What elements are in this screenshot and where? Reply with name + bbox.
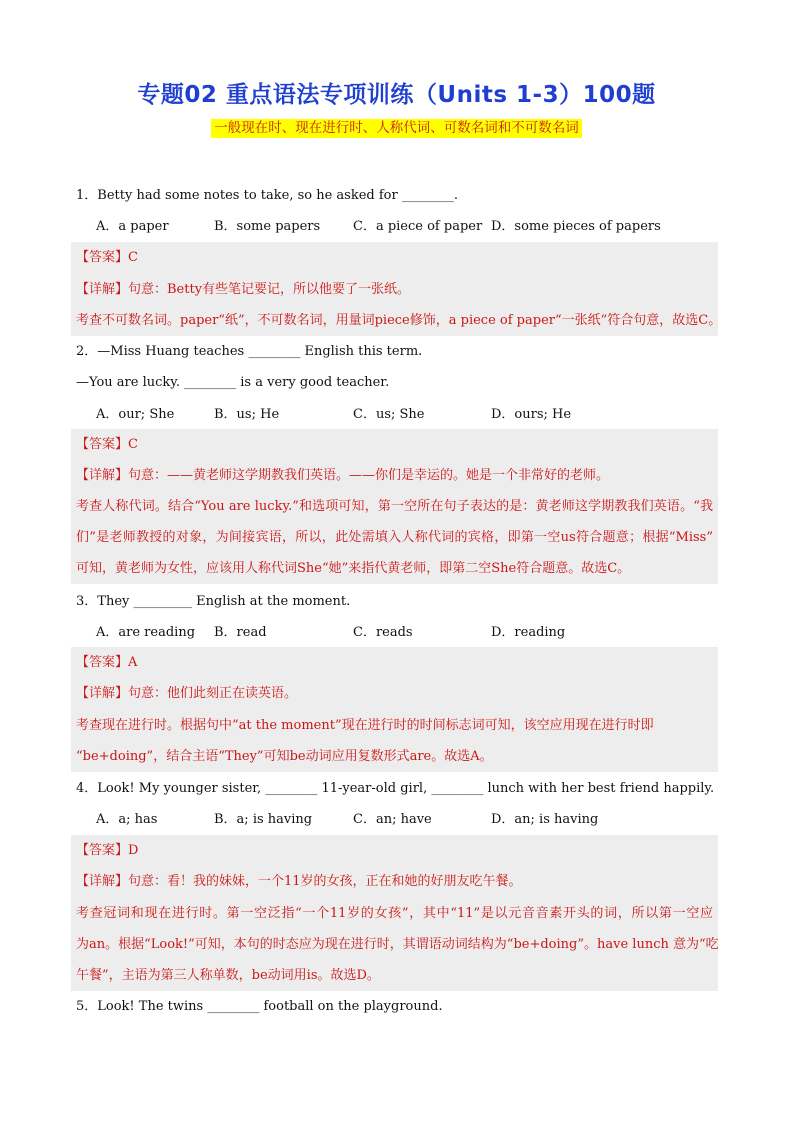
option-d: D．reading (491, 625, 566, 640)
option-a: A．our; She (96, 407, 175, 422)
subtitle-wrap (0, 117, 793, 138)
detail-text: 【详解】句意：他们此刻正在读英语。 (76, 686, 298, 701)
option-b: B．a; is having (214, 812, 313, 827)
analysis-line: 考查现在进行时。根据句中“at the moment”现在进行时的时间标志词可知，该空应用现在进行时即 (76, 718, 654, 733)
analysis-line: 考查不可数名词。paper“纸”，不可数名词，用量词piece修饰，a piece of paper“一张纸”符合句意，故选C。 (76, 313, 722, 328)
option-b: B．us; He (214, 407, 280, 422)
question-2-stem: 2．—Miss Huang teaches ________ English this term. (76, 344, 423, 359)
option-c: C．reads (353, 625, 413, 640)
option-c: C．a piece of paper (353, 219, 483, 234)
analysis-line: 午餐”，主语为第三人称单数，be动词用is。故选D。 (76, 968, 380, 983)
option-c: C．an; have (353, 812, 432, 827)
detail-text: 【详解】句意：——黄老师这学期教我们英语。——你们是幸运的。她是一个非常好的老师。 (76, 468, 610, 483)
question-4-stem: 4．Look! My younger sister, ________ 11-year-old girl, ________ lunch with her best friend happily. (76, 781, 715, 796)
option-d: D．an; is having (491, 812, 599, 827)
question-2-stem-line2: —You are lucky. ________ is a very good teacher. (76, 375, 390, 390)
option-b: B．some papers (214, 219, 321, 234)
detail-text: 【详解】句意：Betty有些笔记要记，所以他要了一张纸。 (76, 282, 411, 297)
option-c: C．us; She (353, 407, 425, 422)
question-3-stem: 3．They _________ English at the moment. (76, 594, 351, 609)
answer-label: 【答案】A (76, 655, 138, 670)
option-d: D．ours; He (491, 407, 572, 422)
question-2-answer-box (71, 429, 718, 584)
analysis-line: 们”是老师教授的对象，为间接宾语，所以，此处需填入人称代词的宾格，即第一空us符合题意；根据“Miss” (76, 530, 713, 545)
answer-label: 【答案】C (76, 437, 138, 452)
subtitle: 一般现在时、现在进行时、人称代词、可数名词和不可数名词 (211, 119, 582, 138)
detail-text: 【详解】句意：看！我的妹妹，一个11岁的女孩，正在和她的好朋友吃午餐。 (76, 874, 522, 889)
analysis-line: 为an。根据“Look!”可知，本句的时态应为现在进行时，其谓语动词结构为“be+doing”。have lunch 意为“吃 (76, 937, 719, 952)
question-1-stem: 1．Betty had some notes to take, so he asked for ________. (76, 188, 458, 203)
page-title: 专题02 重点语法专项训练（Units 1-3）100题 (137, 82, 656, 108)
option-a: A．a paper (96, 219, 169, 234)
question-5-stem: 5．Look! The twins ________ football on the playground. (76, 999, 443, 1014)
analysis-line: 考查冠词和现在进行时。第一空泛指“一个11岁的女孩”，其中“11”是以元音音素开头的词，所以第一空应 (76, 906, 713, 921)
option-d: D．some pieces of papers (491, 219, 661, 234)
question-1-answer-box (71, 242, 722, 336)
answer-label: 【答案】D (76, 843, 139, 858)
question-4-answer-box (71, 835, 718, 991)
option-a: A．a; has (96, 812, 158, 827)
question-3-answer-box (71, 647, 718, 772)
option-b: B．read (214, 625, 267, 640)
answer-label: 【答案】C (76, 250, 138, 265)
analysis-line: “be+doing”，结合主语“They”可知be动词应用复数形式are。故选A。 (76, 749, 493, 764)
analysis-line: 考查人称代词。结合“You are lucky.”和选项可知，第一空所在句子表达的是：黄老师这学期教我们英语。“我 (76, 499, 713, 514)
option-a: A．are reading (96, 625, 196, 640)
analysis-line: 可知，黄老师为女性，应该用人称代词She“她”来指代黄老师，即第二空She符合题意。故选C。 (76, 561, 631, 576)
